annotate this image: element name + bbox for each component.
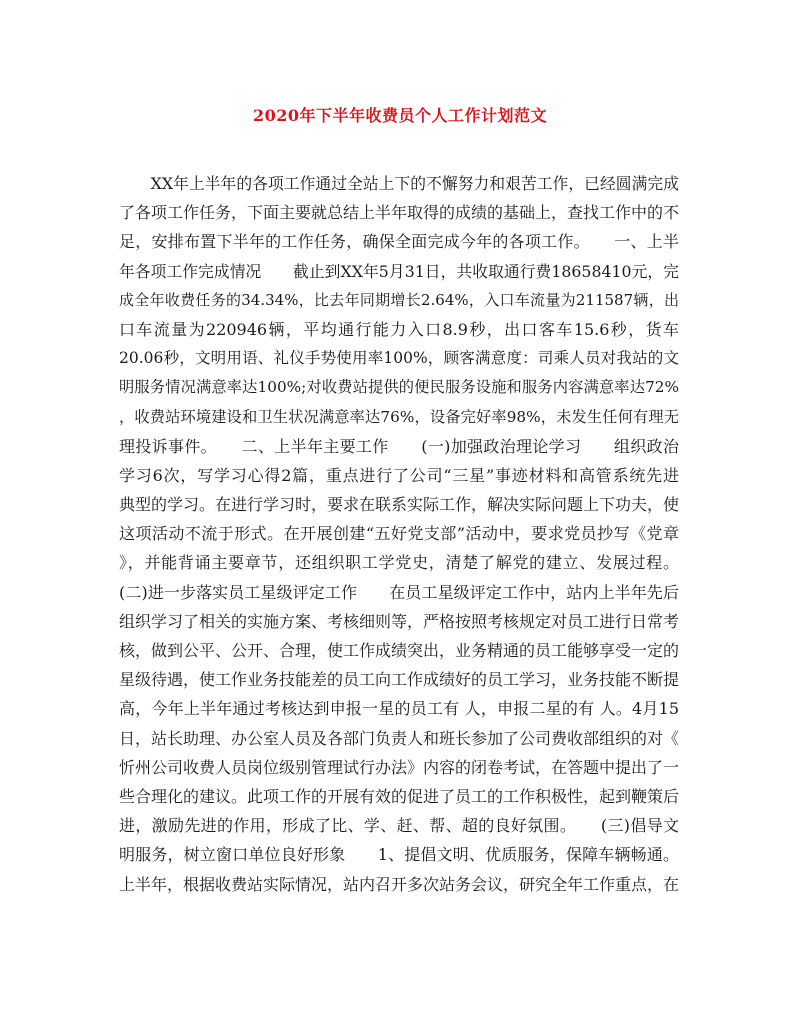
body-line: 进，激励先进的作用，形成了比、学、赶、帮、超的良好氛围。 (三)倡导文 [119,816,679,836]
body-line: 成全年收费任务的34.34%，比去年同期增长2.64%，入口车流量为211587辆，出 [119,290,679,309]
body-line: ，收费站环境建设和卫生状况满意率达76%，设备完好率98%，未发生任何有理无 [119,407,679,426]
body-line: 明服务情况满意率达100%;对收费站提供的便民服务设施和服务内容满意率达72% [119,378,679,397]
body-line: 核，做到公平、公开、合理，使工作成绩突出，业务精通的员工能够享受一定的 [119,641,680,660]
body-line: (二)进一步落实员工星级评定工作 在员工星级评定工作中，站内上半年先后 [119,582,679,602]
body-line: 足，安排布置下半年的工作任务，确保全面完成今年的各项工作。 一、上半 [119,232,679,252]
body-line: 20.06秒，文明用语、礼仪手势使用率100%，顾客满意度：司乘人员对我站的文 [119,349,679,368]
body-line: 这项活动不流于形式。在开展创建“五好党支部”活动中，要求党员抄写《党章 [119,524,679,544]
body-line: 日，站长助理、办公室人员及各部门负责人和班长参加了公司费收部组织的对《 [119,728,680,748]
body-line: 忻州公司收费人员岗位级别管理试行办法》内容的闭卷考试，在答题中提出了一 [119,757,680,777]
body-line: 年各项工作完成情况 截止到XX年5月31日，共收取通行费18658410元，完 [119,261,679,281]
body-line: 典型的学习。在进行学习时，要求在联系实际工作，解决实际问题上下功夫，使 [119,495,680,515]
body-line: 学习6次，写学习心得2篇，重点进行了公司“三星”事迹材料和高管系统先进 [119,465,679,485]
body-line: 口车流量为220946辆，平均通行能力入口8.9秒，出口客车15.6秒，货车 [119,319,679,339]
body-line: 上半年，根据收费站实际情况，站内召开多次站务会议，研究全年工作重点，在 [119,874,680,894]
body-line: 明服务，树立窗口单位良好形象 1、提倡文明、优质服务，保障车辆畅通。 [119,845,679,865]
body-line: 》，并能背诵主要章节，还组织职工学党史，清楚了解党的建立、发展过程。 [119,553,679,573]
body-line: 些合理化的建议。此项工作的开展有效的促进了员工的工作积极性，起到鞭策后 [119,786,680,806]
body-line: XX年上半年的各项工作通过全站上下的不懈努力和艰苦工作，已经圆满完成 [119,174,679,193]
body-line: 高，今年上半年通过考核达到申报一星的员工有 人，申报二星的有 人。4月15 [119,699,679,719]
body-line: 星级待遇，使工作业务技能差的员工向工作成绩好的员工学习，业务技能不断提 [119,670,680,690]
document-title: 2020年下半年收费员个人工作计划范文 [252,106,548,125]
body-line: 理投诉事件。 二、上半年主要工作 (一)加强政治理论学习 组织政治 [119,436,679,456]
body-line: 组织学习了相关的实施方案、考核细则等，严格按照考核规定对员工进行日常考 [119,611,680,631]
document-body [119,169,679,899]
body-line: 了各项工作任务，下面主要就总结上半年取得的成绩的基础上，查找工作中的不 [119,203,680,223]
